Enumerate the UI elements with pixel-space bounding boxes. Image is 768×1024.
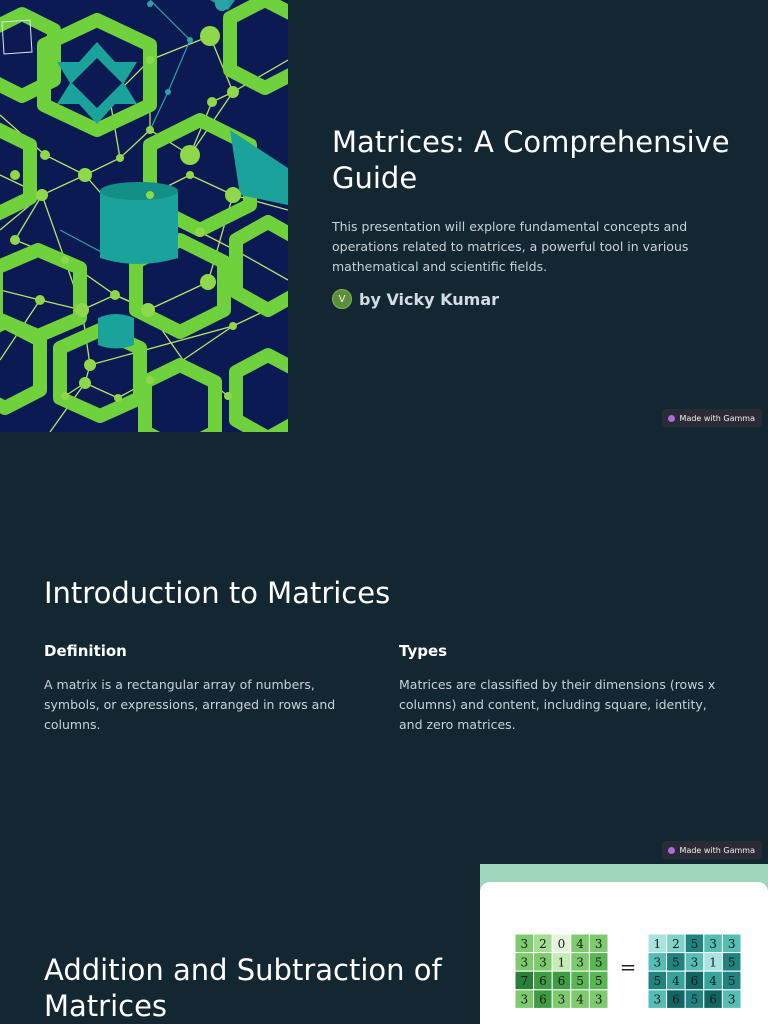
- left-matrix-cell-value: 5: [594, 955, 603, 970]
- equals-sign: =: [619, 955, 637, 979]
- cover-illustration: [0, 0, 288, 432]
- matrix-equation: [480, 882, 768, 1024]
- right-matrix-cell-value: 4: [709, 974, 717, 988]
- made-with-gamma-badge[interactable]: [662, 841, 762, 859]
- title-slide: [0, 0, 768, 432]
- author-avatar: V: [332, 289, 352, 309]
- left-matrix-cell-value: 5: [576, 974, 584, 988]
- matrix-card: [480, 882, 768, 1024]
- left-matrix-cell-value: 3: [539, 955, 547, 970]
- right-matrix-cell-value: 5: [727, 955, 736, 970]
- gamma-logo-icon: [668, 847, 675, 854]
- left-matrix-cell-value: 2: [539, 936, 547, 951]
- right-matrix-cell-value: 3: [690, 955, 699, 970]
- right-matrix-cell-value: 4: [672, 974, 680, 988]
- badge-label: Made with Gamma: [679, 845, 755, 855]
- types-text: Matrices are classified by their dimensions (rows x columns) and content, including square, identity, and zero matrices.: [399, 677, 716, 732]
- left-matrix-cell-value: 4: [576, 936, 584, 951]
- definition-heading: Definition: [44, 642, 127, 660]
- author-block: [332, 289, 499, 309]
- presentation-description: This presentation will explore fundamental concepts and operations related to matrices, a powerful tool in various mathematical and scientific fields.: [332, 219, 689, 274]
- geometric-network-pattern: [0, 0, 288, 432]
- right-matrix-cell-value: 5: [690, 992, 699, 1007]
- right-matrix-cell-value: 6: [709, 992, 717, 1007]
- left-matrix-cell-value: 4: [576, 992, 584, 1007]
- left-matrix-cell-value: 3: [594, 992, 603, 1007]
- right-matrix-cell-value: 3: [727, 992, 736, 1007]
- left-matrix-cell-value: 3: [520, 992, 529, 1007]
- right-matrix-cell-value: 5: [690, 936, 699, 951]
- left-matrix-cell-value: 7: [520, 974, 529, 988]
- matrix-illustration: [480, 864, 768, 1024]
- right-matrix-cell-value: 3: [727, 936, 736, 951]
- left-matrix-cell-value: 1: [557, 955, 566, 970]
- right-matrix-cell-value: 6: [672, 992, 680, 1007]
- left-matrix-cell-value: 5: [594, 974, 603, 988]
- right-matrix-cell-value: 1: [709, 955, 717, 970]
- introduction-slide: [0, 432, 768, 864]
- right-matrix-cell-value: 3: [709, 936, 717, 951]
- slide-title: Addition and Subtraction of Matrices: [44, 953, 442, 1023]
- left-matrix-cell-value: 6: [557, 974, 566, 988]
- right-matrix-cell-value: 3: [653, 955, 662, 970]
- right-matrix-cell-value: 1: [653, 936, 662, 951]
- left-matrix-cell-value: 3: [576, 955, 584, 970]
- left-matrix-cell-value: 3: [520, 936, 529, 951]
- right-matrix-cell-value: 6: [690, 974, 699, 988]
- right-matrix-cell-value: 3: [653, 992, 662, 1007]
- slide-title: Introduction to Matrices: [44, 576, 391, 610]
- left-matrix-cell-value: 3: [520, 955, 529, 970]
- right-matrix-cell-value: 5: [727, 974, 736, 988]
- author-name: by Vicky Kumar: [359, 289, 500, 309]
- made-with-gamma-badge[interactable]: [662, 409, 762, 427]
- left-matrix-cell-value: 3: [557, 992, 566, 1007]
- definition-text: A matrix is a rectangular array of numbers, symbols, or expressions, arranged in rows and columns.: [44, 677, 336, 732]
- left-matrix-cell-value: 6: [539, 974, 547, 988]
- left-matrix-cell-value: 0: [557, 936, 566, 951]
- badge-label: Made with Gamma: [679, 413, 755, 423]
- presentation-title: Matrices: A Comprehensive Guide: [332, 125, 730, 195]
- left-matrix-cell-value: 3: [594, 936, 603, 951]
- right-matrix-cell-value: 5: [653, 974, 662, 988]
- gamma-logo-icon: [668, 415, 675, 422]
- right-matrix-cell-value: 5: [672, 955, 680, 970]
- addition-subtraction-slide: [0, 864, 768, 1024]
- types-heading: Types: [399, 642, 448, 660]
- right-matrix-cell-value: 2: [672, 936, 680, 951]
- left-matrix-cell-value: 6: [539, 992, 547, 1007]
